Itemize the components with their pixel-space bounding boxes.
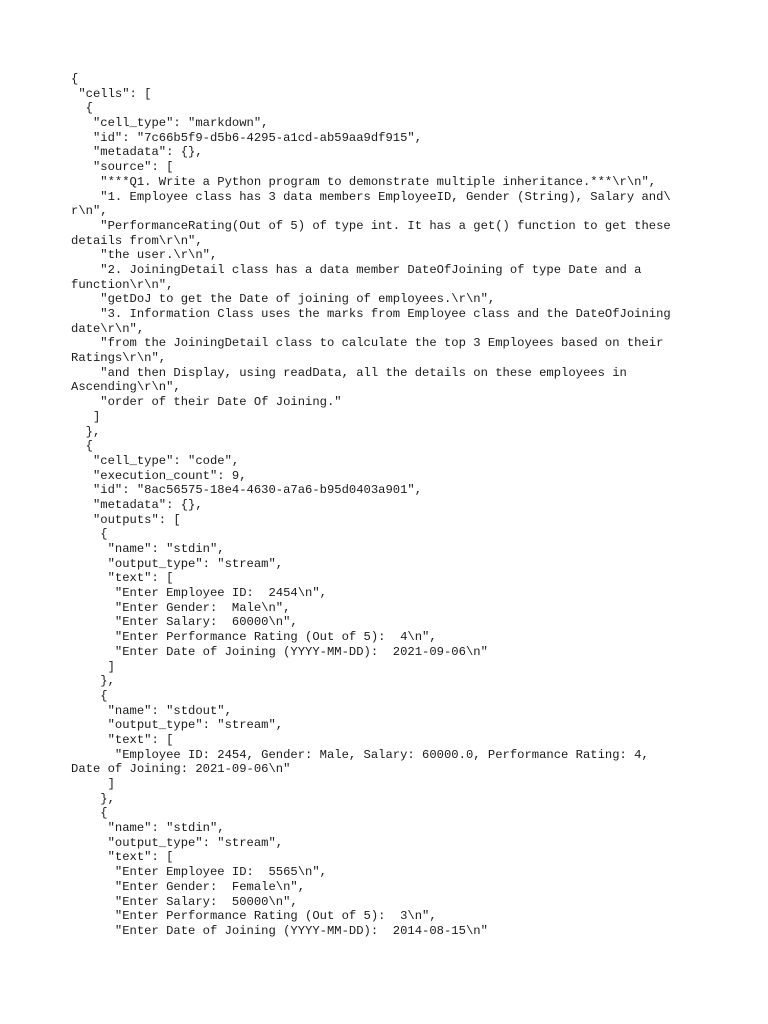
code-line: ] <box>71 777 115 791</box>
code-line: "text": [ <box>71 732 174 747</box>
code-line: "1. Employee class has 3 data members EmployeeID, Gender (String), Salary and\ <box>71 189 671 204</box>
code-line: "cell_type": "markdown", <box>71 116 269 131</box>
code-line: "order of their Date Of Joining." <box>71 395 342 410</box>
code-line: "and then Display, using readData, all the details on these employees in <box>71 365 627 380</box>
code-line: "3. Information Class uses the marks from Employee class and the DateOfJoining <box>71 307 671 321</box>
code-line: { <box>71 72 79 86</box>
code-line: "Enter Salary: 60000\n", <box>71 615 298 630</box>
code-line: "source": [ <box>71 160 174 175</box>
code-line: Date of Joining: 2021-09-06\n" <box>71 762 291 777</box>
code-line: "outputs": [ <box>71 512 181 527</box>
code-line: "Enter Employee ID: 2454\n", <box>71 586 327 601</box>
code-line: ] <box>71 409 101 424</box>
code-line: "Enter Gender: Female\n", <box>71 879 306 894</box>
code-line: { <box>71 806 108 821</box>
code-line: "PerformanceRating(Out of 5) of type int. It has a get() function to get these <box>71 218 671 233</box>
code-line: "id": "8ac56575-18e4-4630-a7a6-b95d0403a901", <box>71 483 423 498</box>
code-line: r\n", <box>71 204 108 219</box>
code-line: "Enter Gender: Male\n", <box>71 600 291 615</box>
code-line: { <box>71 439 93 454</box>
code-line: details from\r\n", <box>71 233 203 248</box>
code-line: "2. JoiningDetail class has a data member DateOfJoining of type Date and a <box>71 262 642 277</box>
code-line: }, <box>71 424 101 439</box>
code-line: "output_type": "stream", <box>71 835 284 850</box>
code-line: "metadata": {}, <box>71 145 203 160</box>
code-line: "name": "stdout", <box>71 703 232 718</box>
code-line: "Enter Date of Joining (YYYY-MM-DD): 2021-09-06\n" <box>71 644 488 659</box>
code-line: "Enter Performance Rating (Out of 5): 3\n", <box>71 909 437 924</box>
code-line: "***Q1. Write a Python program to demonstrate multiple inheritance.***\r\n", <box>71 174 657 189</box>
code-line: "name": "stdin", <box>71 542 225 556</box>
code-line: ] <box>71 659 115 674</box>
code-line: "execution_count": 9, <box>71 468 247 483</box>
notebook-json-text <box>71 72 701 939</box>
code-line: "the user.\r\n", <box>71 248 218 263</box>
code-line: }, <box>71 791 115 806</box>
code-line: function\r\n", <box>71 277 174 292</box>
code-line: "output_type": "stream", <box>71 556 284 571</box>
code-line: "Employee ID: 2454, Gender: Male, Salary: 60000.0, Performance Rating: 4, <box>71 747 649 762</box>
code-line: "name": "stdin", <box>71 821 225 836</box>
code-line: Ratings\r\n", <box>71 351 167 366</box>
code-line: "id": "7c66b5f9-d5b6-4295-a1cd-ab59aa9df915", <box>71 130 423 145</box>
code-line: "cell_type": "code", <box>71 453 240 468</box>
code-line: "getDoJ to get the Date of joining of employees.\r\n", <box>71 292 496 307</box>
code-line: "Enter Employee ID: 5565\n", <box>71 865 327 880</box>
code-line: "metadata": {}, <box>71 497 203 512</box>
code-line: "cells": [ <box>71 86 152 101</box>
code-line: "Enter Salary: 50000\n", <box>71 894 298 909</box>
code-line: date\r\n", <box>71 321 145 336</box>
code-line: "output_type": "stream", <box>71 718 284 733</box>
code-line: { <box>71 101 93 116</box>
code-line: "from the JoiningDetail class to calculate the top 3 Employees based on their <box>71 336 664 351</box>
code-line: "text": [ <box>71 571 174 586</box>
code-line: Ascending\r\n", <box>71 380 181 395</box>
code-line: { <box>71 688 108 703</box>
code-line: }, <box>71 674 115 689</box>
code-line: "Enter Performance Rating (Out of 5): 4\n", <box>71 630 437 645</box>
code-line: "Enter Date of Joining (YYYY-MM-DD): 2014-08-15\n" <box>71 923 488 938</box>
code-line: "text": [ <box>71 850 174 865</box>
code-line: { <box>71 527 108 542</box>
